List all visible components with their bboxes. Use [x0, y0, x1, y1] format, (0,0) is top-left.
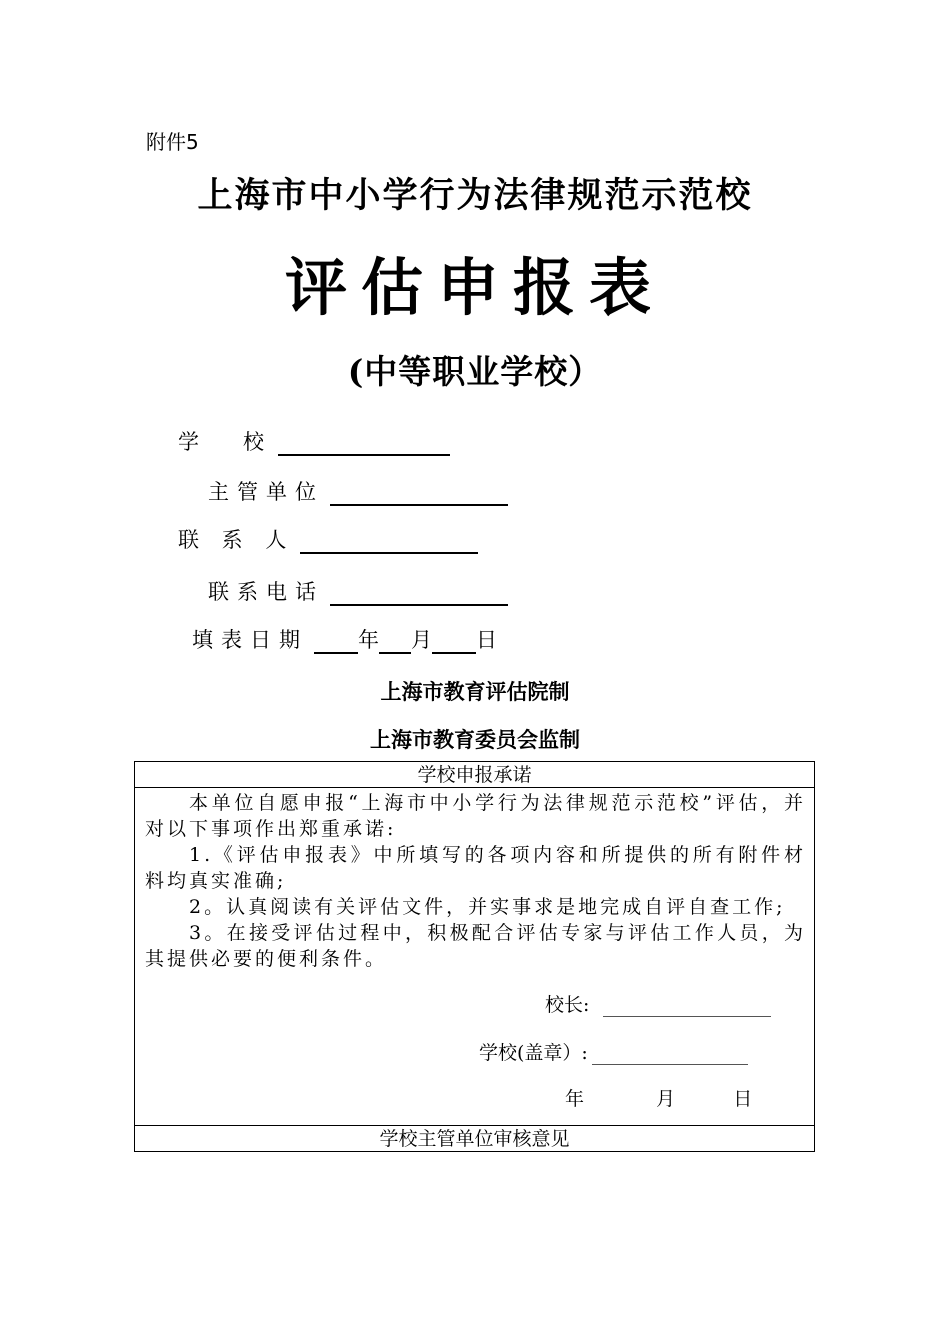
fill-date-field	[192, 624, 497, 654]
school-label-b: 校	[243, 430, 272, 454]
department-label: 主管单位	[208, 480, 324, 504]
principal-label: 校长:	[545, 994, 590, 1016]
month-label: 月	[411, 628, 432, 652]
producer-org: 上海市教育评估院制	[380, 680, 570, 704]
pledge-text	[145, 790, 806, 972]
pledge-item-1: 1.《评估申报表》中所填写的各项内容和所提供的所有附件材料均真实准确;	[145, 844, 806, 892]
contact-label: 联 系 人	[178, 528, 295, 552]
day-input-line[interactable]	[432, 628, 476, 654]
phone-field	[208, 576, 508, 606]
month-input-line[interactable]	[379, 628, 411, 654]
year-input-line[interactable]	[314, 628, 358, 654]
attachment-label: 附件5	[146, 130, 199, 154]
supervisor-org: 上海市教育委员会监制	[370, 728, 580, 752]
sign-day-label: 日	[733, 1088, 753, 1110]
phone-label: 联系电话	[208, 580, 324, 604]
form-title: 评估申报表	[284, 251, 665, 324]
pledge-intro: 本单位自愿申报“上海市中小学行为法律规范示范校”评估，并对以下事项作出郑重承诺:	[145, 792, 806, 840]
day-label: 日	[476, 628, 497, 652]
school-stamp	[479, 1038, 748, 1065]
stamp-label: 学校(盖章）:	[479, 1042, 588, 1064]
phone-input-line[interactable]	[330, 580, 508, 606]
school-label-a: 学	[178, 430, 207, 454]
department-review-header: 学校主管单位审核意见	[135, 1125, 814, 1151]
signature-date	[565, 1084, 752, 1111]
commitment-section-header: 学校申报承诺	[135, 762, 814, 788]
school-input-line[interactable]	[278, 430, 450, 456]
sign-year-label: 年	[565, 1088, 585, 1110]
contact-input-line[interactable]	[300, 528, 478, 554]
principal-signature	[545, 990, 771, 1017]
sign-month-label: 月	[656, 1088, 676, 1110]
pledge-item-3: 3。在接受评估过程中，积极配合评估专家与评估工作人员，为其提供必要的便利条件。	[145, 922, 806, 970]
contact-field	[178, 524, 478, 554]
year-label: 年	[358, 628, 379, 652]
department-field	[208, 476, 508, 506]
department-input-line[interactable]	[330, 480, 508, 506]
pledge-item-2: 2。认真阅读有关评估文件，并实事求是地完成自评自查工作;	[189, 896, 786, 918]
commitment-table	[134, 761, 815, 1152]
principal-signature-line[interactable]	[603, 996, 771, 1017]
stamp-line[interactable]	[592, 1044, 748, 1065]
school-type-subtitle: (中等职业学校）	[347, 352, 603, 391]
school-field	[178, 426, 450, 456]
fill-date-label: 填表日期	[192, 628, 308, 652]
document-title: 上海市中小学行为法律规范示范校	[197, 175, 753, 216]
